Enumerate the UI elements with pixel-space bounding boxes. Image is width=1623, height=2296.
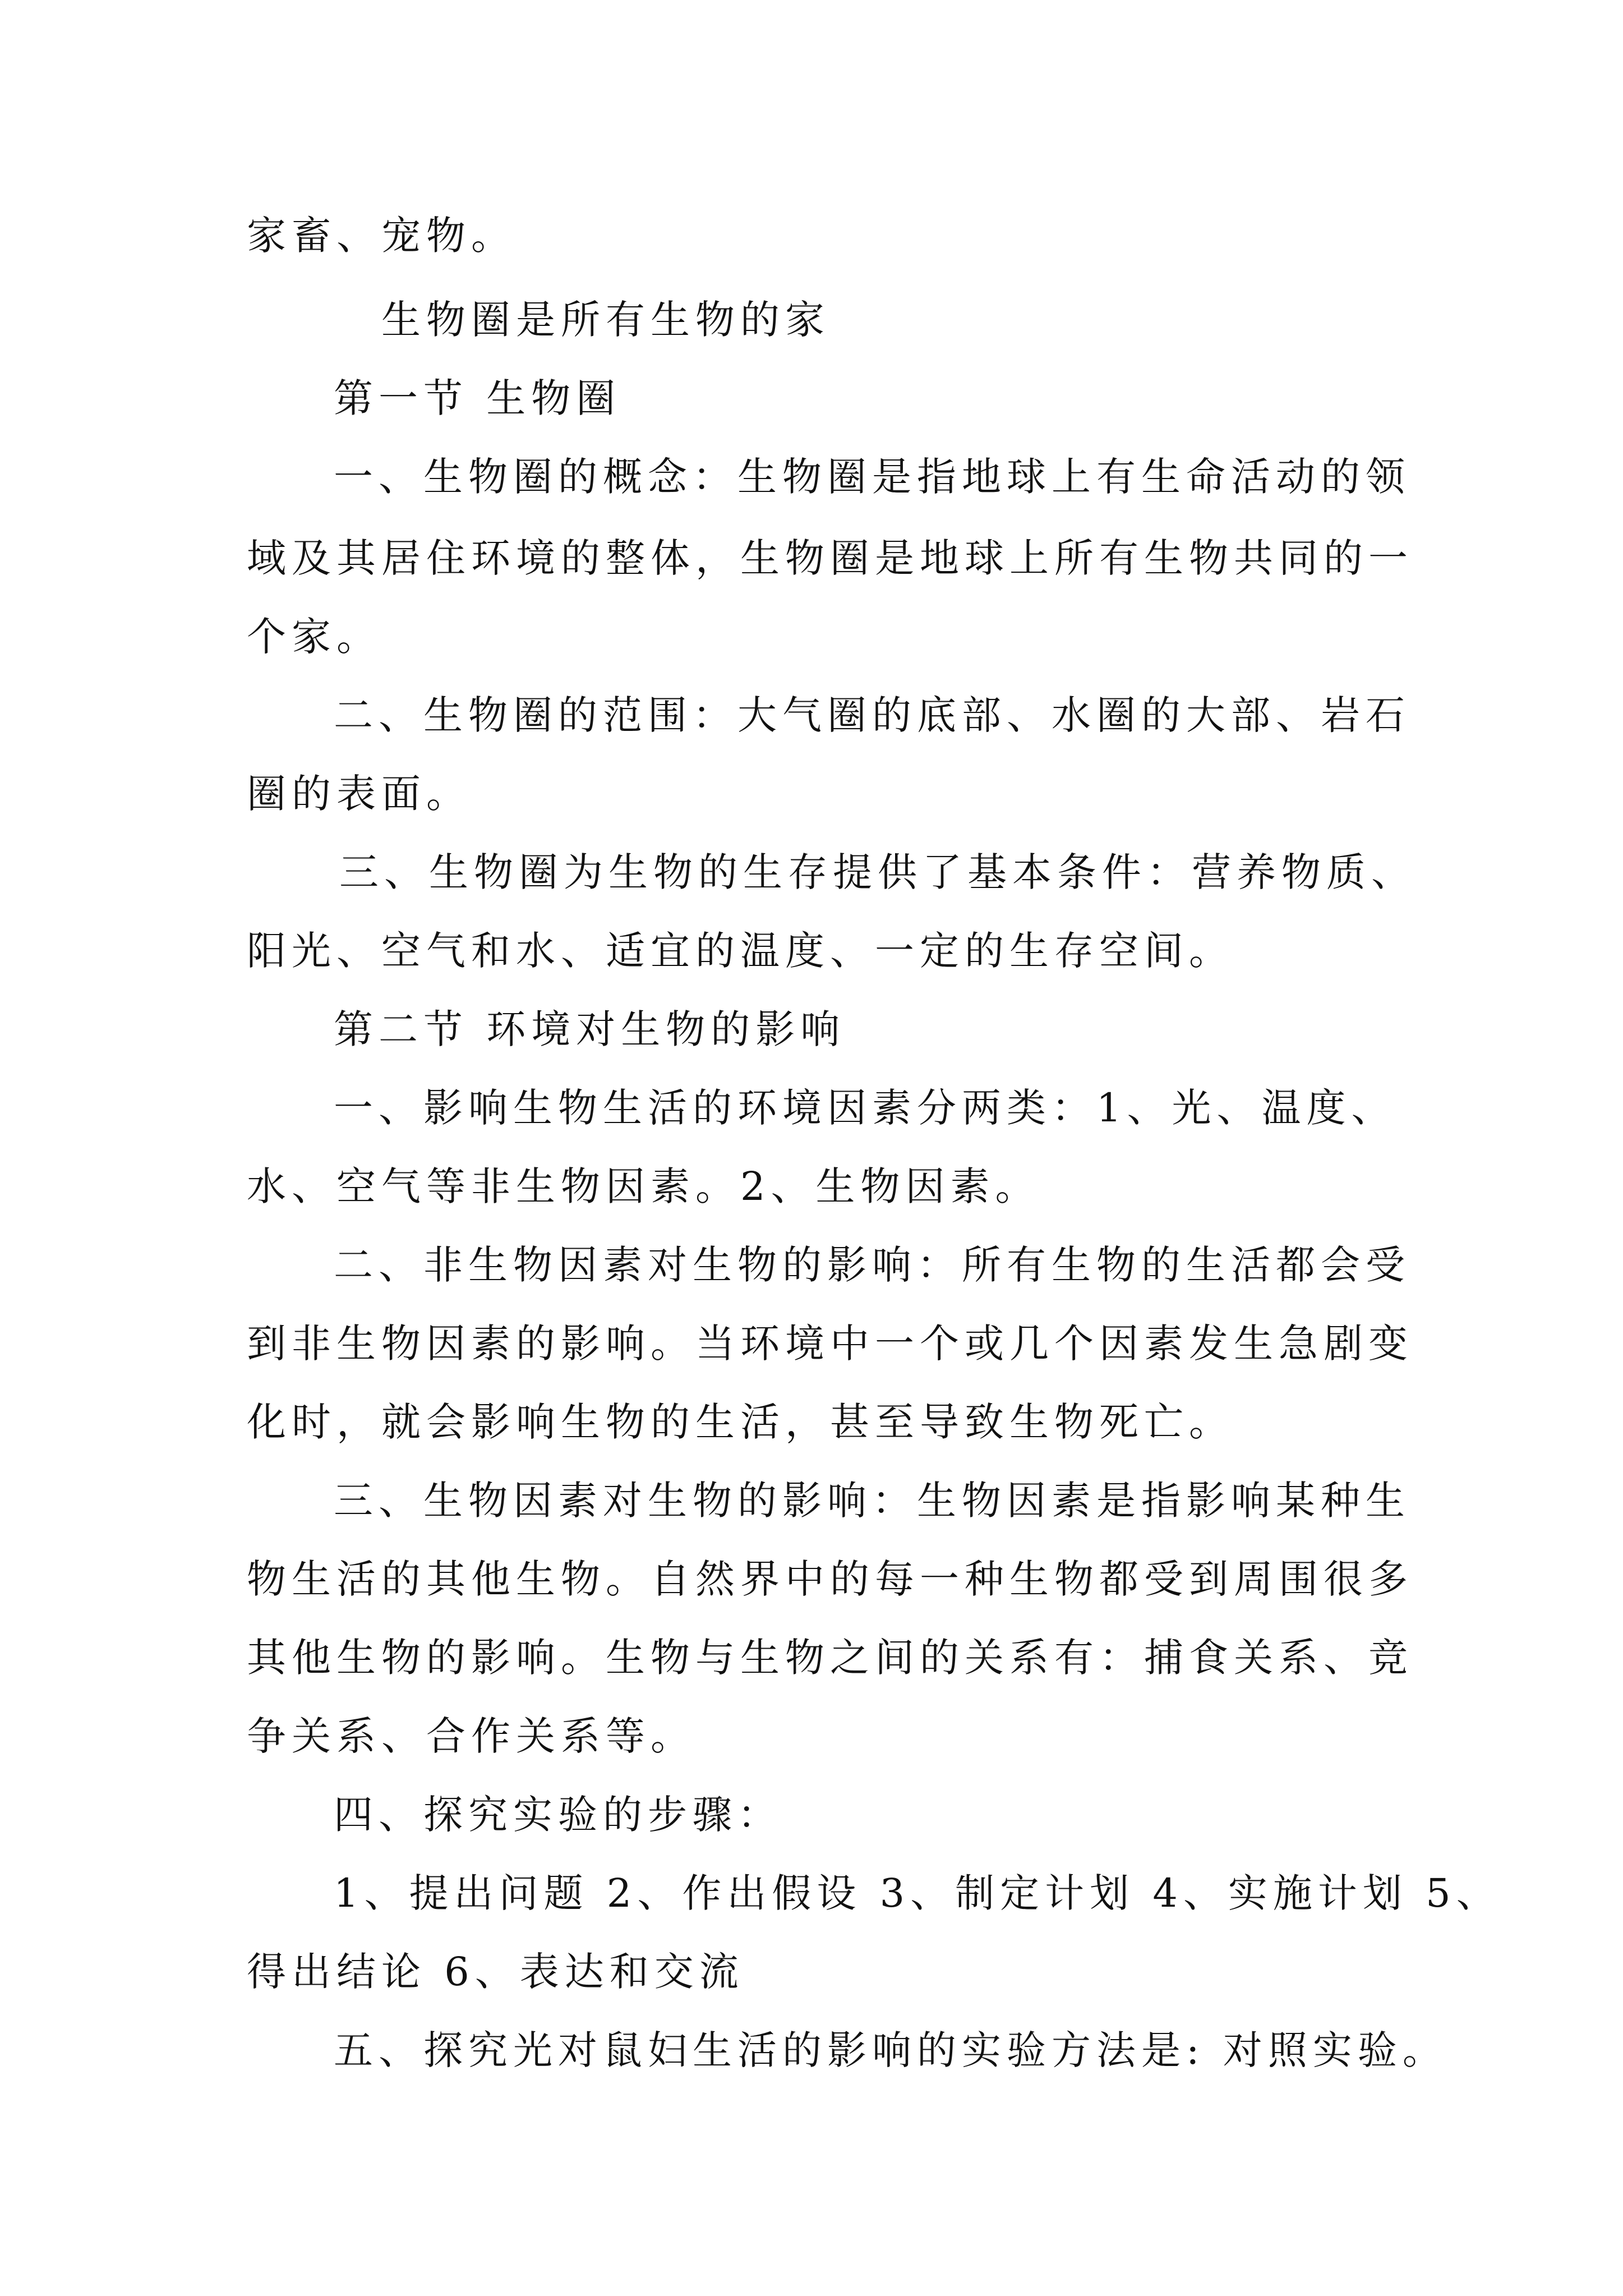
text-line: 1、提出问题 2、作出假设 3、制定计划 4、实施计划 5、 bbox=[334, 1870, 1501, 1916]
text-line: 一、影响生物生活的环境因素分两类：1、光、温度、 bbox=[334, 1085, 1396, 1131]
section-title: 第二节 环境对生物的影响 bbox=[334, 1006, 846, 1052]
text-line: 三、生物因素对生物的影响：生物因素是指影响某种生 bbox=[334, 1478, 1410, 1524]
text-line: 到非生物因素的影响。当环境中一个或几个因素发生急剧变 bbox=[247, 1320, 1413, 1366]
text-line: 四、探究实验的步骤： bbox=[334, 1792, 782, 1838]
text-line: 物生活的其他生物。自然界中的每一种生物都受到周围很多 bbox=[247, 1556, 1413, 1602]
text-line: 三、生物圈为生物的生存提供了基本条件：营养物质、 bbox=[339, 849, 1416, 895]
section-title: 第一节 生物圈 bbox=[334, 375, 621, 421]
text-line: 阳光、空气和水、适宜的温度、一定的生存空间。 bbox=[247, 928, 1234, 974]
text-line: 圈的表面。 bbox=[247, 771, 471, 817]
text-line: 五、探究光对鼠妇生活的影响的实验方法是: 对照实验。 bbox=[334, 2027, 1447, 2073]
text-line: 一、生物圈的概念：生物圈是指地球上有生命活动的领 bbox=[334, 454, 1410, 500]
text-line: 其他生物的影响。生物与生物之间的关系有：捕食关系、竞 bbox=[247, 1635, 1413, 1681]
text-line: 个家。 bbox=[247, 614, 381, 660]
text-line: 得出结论 6、表达和交流 bbox=[247, 1949, 744, 1995]
text-line: 争关系、合作关系等。 bbox=[247, 1713, 695, 1759]
text-line: 水、空气等非生物因素。2、生物因素。 bbox=[247, 1163, 1040, 1209]
chapter-title: 生物圈是所有生物的家 bbox=[381, 297, 830, 343]
text-line: 家畜、宠物。 bbox=[247, 213, 516, 259]
text-line: 化时，就会影响生物的生活，甚至导致生物死亡。 bbox=[247, 1399, 1234, 1445]
text-line: 二、非生物因素对生物的影响：所有生物的生活都会受 bbox=[334, 1242, 1410, 1288]
text-line: 二、生物圈的范围：大气圈的底部、水圈的大部、岩石 bbox=[334, 692, 1410, 738]
text-line: 域及其居住环境的整体，生物圈是地球上所有生物共同的一 bbox=[247, 535, 1413, 581]
